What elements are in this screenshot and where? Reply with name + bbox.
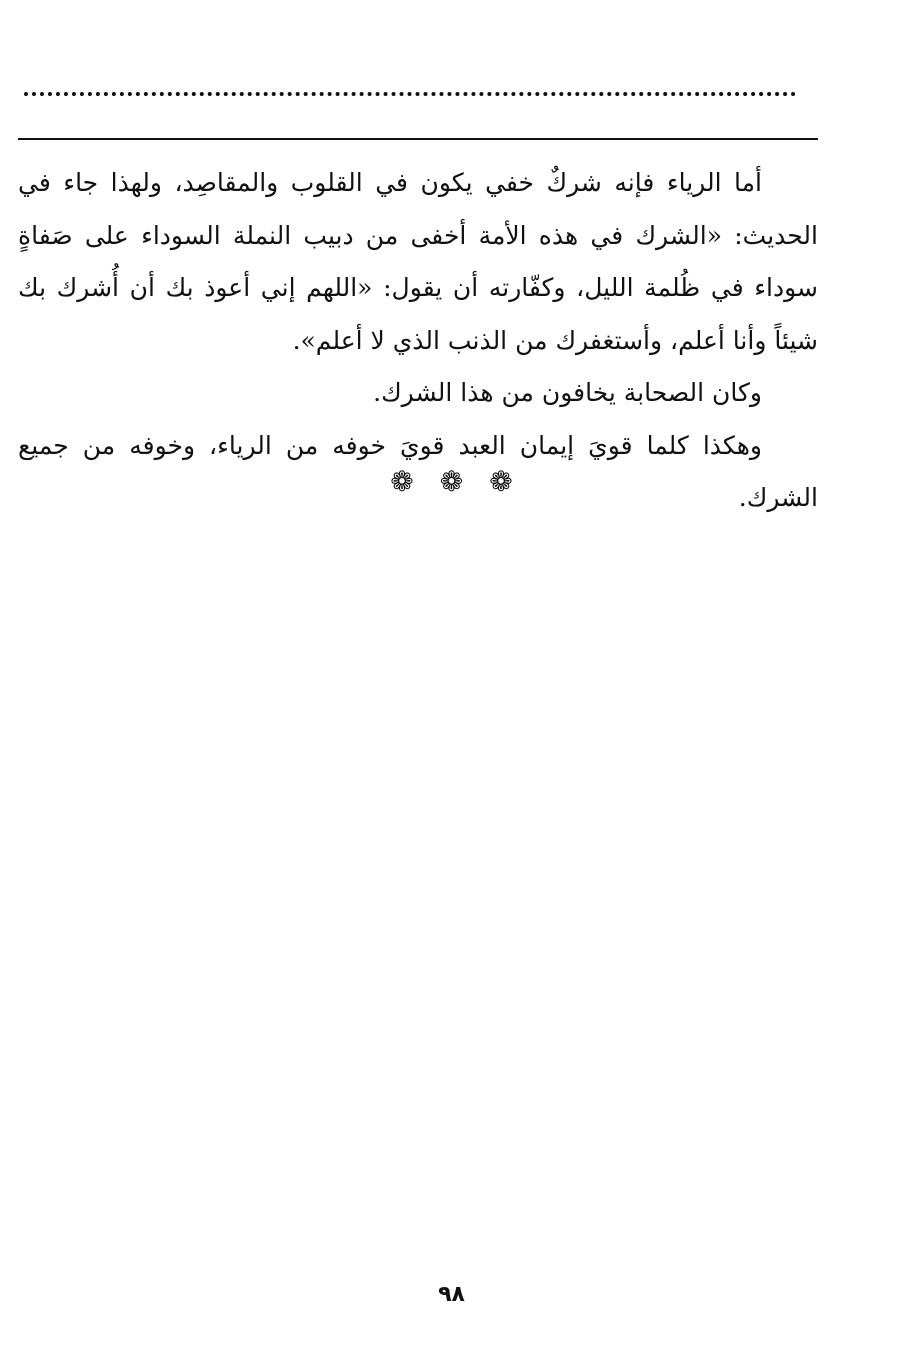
flower-ornament-icon: ❁ bbox=[439, 465, 464, 498]
dotted-separator bbox=[24, 92, 796, 96]
flower-ornament-icon: ❁ bbox=[390, 465, 414, 498]
page-number: ٩٨ bbox=[438, 1282, 465, 1307]
paragraph-iman: وهكذا كلما قويَ إيمان العبد قويَ خوفه من الرياء، وخوفه من جميع الشرك. bbox=[18, 430, 818, 512]
section-ornament bbox=[0, 462, 903, 502]
footnote-rule bbox=[18, 138, 818, 140]
flower-ornament-icon: ❁ bbox=[489, 465, 513, 498]
paragraph-riya: أما الرياء فإنه شركٌ خفي يكون في القلوب والمقاصِد، ولهذا جاء في الحديث: «الشرك في هذه الأمة أخفى من دبيب النملة السوداء على صَفاةٍ سوداء في ظُلمة الليل، وكفّارته أن يقول: «اللهم إني أعوذ بك أن أُشرك بك شيئاً وأنا أعلم، وأستغفرك من الذنب الذي لا أعلم». bbox=[18, 168, 818, 355]
paragraph-sahaba: وكان الصحابة يخافون من هذا الشرك. bbox=[373, 378, 762, 407]
